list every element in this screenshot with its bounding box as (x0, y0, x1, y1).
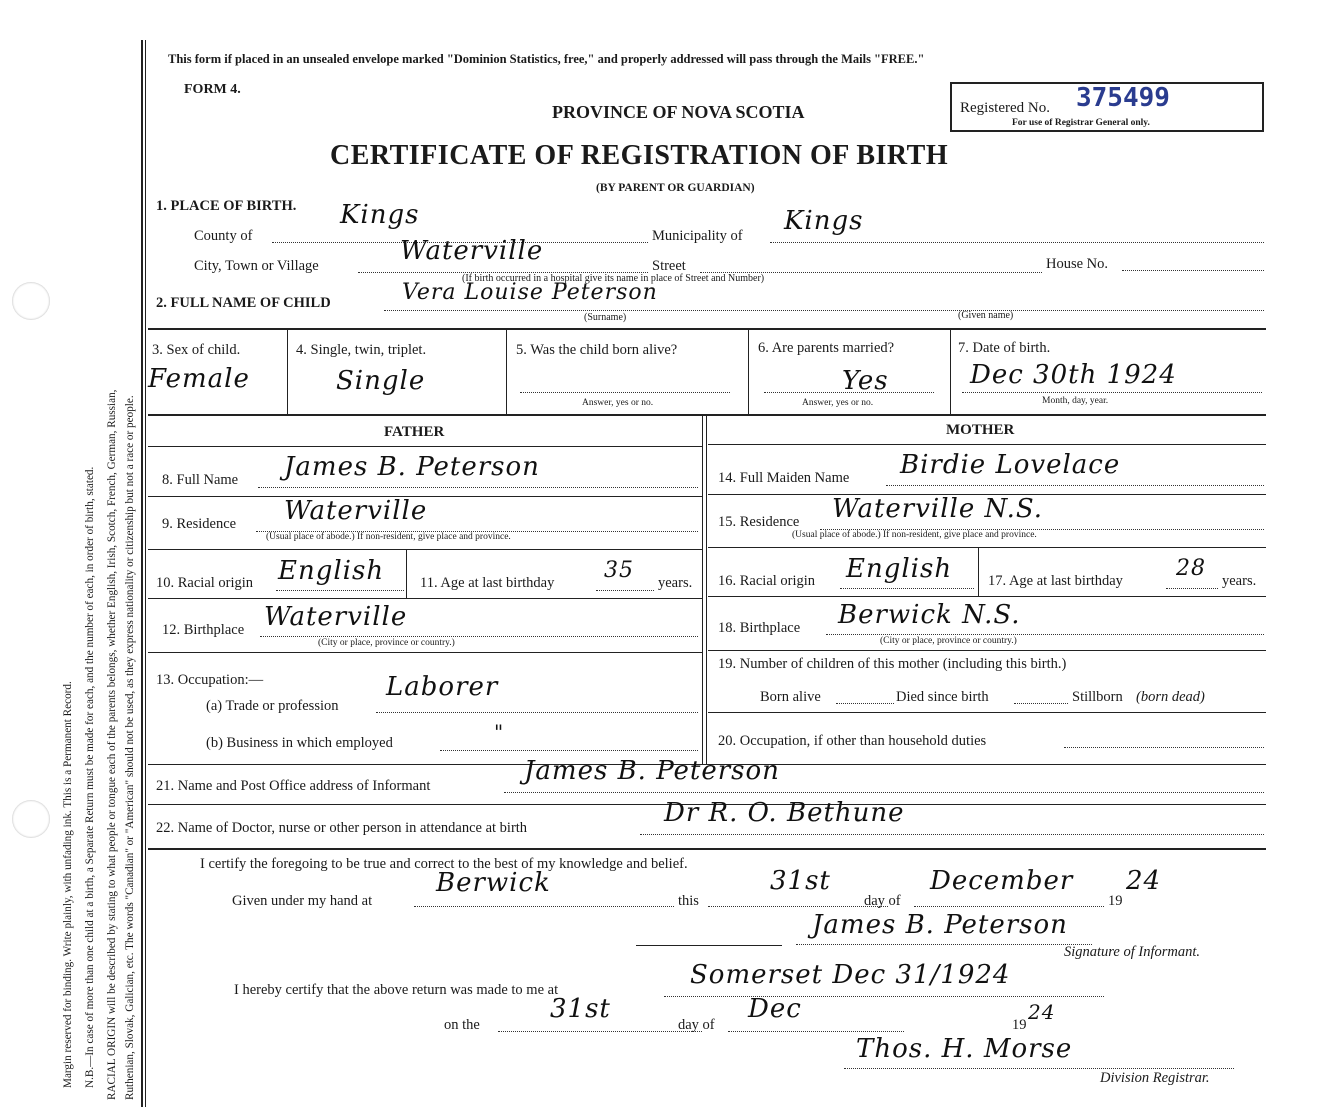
dob-label: 7. Date of birth. (958, 340, 1051, 356)
registered-label: Registered No. (960, 100, 1050, 116)
plurality-label: 4. Single, twin, triplet. (296, 342, 427, 358)
registrar-year-prefix: 19 (1012, 1017, 1027, 1033)
registrar-signature-caption: Division Registrar. (1100, 1070, 1210, 1086)
father-trade-value: Laborer (386, 672, 499, 702)
mother-name-value: Birdie Lovelace (900, 450, 1121, 480)
died-label: Died since birth (896, 689, 989, 705)
dob-caption: Month, day, year. (1042, 396, 1109, 406)
county-label: County of (194, 228, 253, 244)
given-month: December (930, 866, 1074, 896)
this-label: this (678, 893, 699, 909)
mother-age-value: 28 (1176, 556, 1206, 581)
married-caption: Answer, yes or no. (802, 398, 874, 408)
father-age-label: 11. Age at last birthday (420, 575, 555, 591)
father-residence-caption: (Usual place of abode.) If non-resident, give place and province. (266, 532, 511, 542)
margin-note-3: RACIAL ORIGIN will be described by stating to what people or tongue each of the parents belongs, whether English, Irish, Scotch, French, German, Russian, (106, 389, 118, 1100)
stillborn-caption: (born dead) (1136, 689, 1205, 705)
given-year-suffix: 24 (1126, 866, 1162, 896)
mother-race-label: 16. Racial origin (718, 573, 816, 589)
father-trade-label: (a) Trade or profession (206, 698, 339, 714)
father-race-label: 10. Racial origin (156, 575, 254, 591)
certify-statement: I certify the foregoing to be true and correct to the best of my knowledge and belief. (200, 856, 688, 872)
doctor-label: 22. Name of Doctor, nurse or other person in attendance at birth (156, 820, 528, 836)
mother-name-label: 14. Full Maiden Name (718, 470, 850, 486)
certificate-subtitle: (BY PARENT OR GUARDIAN) (596, 182, 755, 194)
plurality-value: Single (336, 366, 426, 396)
mother-residence-value: Waterville N.S. (832, 494, 1044, 524)
surname-caption: (Surname) (584, 312, 627, 323)
mother-birthplace-label: 18. Birthplace (718, 620, 801, 636)
registrar-day-of-label: day of (678, 1017, 715, 1033)
city-value: Waterville (400, 236, 544, 266)
stillborn-label: Stillborn (1072, 689, 1123, 705)
margin-rule-inner (145, 40, 146, 1107)
father-business-label: (b) Business in which employed (206, 735, 393, 751)
given-name-caption: (Given name) (958, 310, 1014, 321)
born-alive-label: Born alive (760, 689, 821, 705)
registrar-day: 31st (550, 994, 611, 1024)
informant-value: James B. Peterson (524, 756, 780, 786)
mother-birthplace-caption: (City or place, province or country.) (880, 636, 1017, 646)
municipality-value: Kings (784, 206, 864, 236)
father-birthplace-caption: (City or place, province or country.) (318, 638, 455, 648)
dob-value: Dec 30th 1924 (970, 360, 1177, 390)
binding-hole-bottom (12, 800, 50, 838)
father-residence-label: 9. Residence (162, 516, 237, 532)
margin-note-2: N.B.—In case of more than one child at a birth, a Separate Return must be made for each, and the number of each, in order of birth, stated. (84, 466, 96, 1088)
father-residence-value: Waterville (284, 496, 428, 526)
informant-signature-caption: Signature of Informant. (1064, 944, 1201, 960)
father-age-years: years. (658, 575, 693, 591)
father-name-label: 8. Full Name (162, 472, 239, 488)
certificate-title: CERTIFICATE OF REGISTRATION OF BIRTH (330, 140, 949, 171)
informant-signature: James B. Peterson (812, 910, 1068, 940)
binding-hole-top (12, 282, 50, 320)
form-number: FORM 4. (184, 82, 241, 97)
registrar-signature: Thos. H. Morse (856, 1034, 1073, 1064)
mother-age-label: 17. Age at last birthday (988, 573, 1123, 589)
municipality-label: Municipality of (652, 228, 743, 244)
alive-caption: Answer, yes or no. (582, 398, 654, 408)
informant-label: 21. Name and Post Office address of Informant (156, 778, 431, 794)
mother-heading: MOTHER (946, 422, 1015, 438)
father-occupation-label: 13. Occupation:— (156, 672, 264, 688)
father-business-value: " (494, 720, 505, 744)
on-the-label: on the (444, 1017, 480, 1033)
place-of-birth-label: 1. PLACE OF BIRTH. (156, 198, 297, 214)
registrar-month: Dec (748, 994, 802, 1024)
margin-rule (141, 40, 143, 1107)
child-name-value: Vera Louise Peterson (402, 280, 658, 305)
mother-age-years: years. (1222, 573, 1257, 589)
father-birthplace-value: Waterville (264, 602, 408, 632)
mother-occupation-label: 20. Occupation, if other than household duties (718, 733, 987, 749)
sex-value: Female (148, 364, 250, 394)
father-age-value: 35 (604, 558, 634, 583)
doctor-value: Dr R. O. Bethune (664, 798, 905, 828)
registrar-place: Somerset Dec 31/1924 (690, 960, 1011, 990)
child-name-label: 2. FULL NAME OF CHILD (156, 295, 331, 311)
married-label: 6. Are parents married? (758, 340, 895, 356)
mother-residence-label: 15. Residence (718, 514, 800, 530)
margin-note-1: Margin reserved for binding. Write plainly, with unfading ink. This is a Permanent Record. (62, 681, 74, 1088)
mother-race-value: English (846, 554, 953, 584)
registered-number: 375499 (1076, 83, 1170, 113)
registrar-year-suffix: 24 (1028, 1000, 1056, 1024)
married-value: Yes (842, 366, 889, 396)
mother-children-label: 19. Number of children of this mother (including this birth.) (718, 656, 1067, 672)
father-name-value: James B. Peterson (284, 452, 540, 482)
given-place: Berwick (436, 868, 551, 898)
father-heading: FATHER (384, 424, 445, 440)
day-of-label: day of (864, 893, 901, 909)
registrar-statement: I hereby certify that the above return was made to me at (234, 982, 559, 998)
mail-notice: This form if placed in an unsealed envelope marked "Dominion Statistics, free," and properly addressed will pass through the Mails "FREE." (168, 52, 925, 66)
given-label: Given under my hand at (232, 893, 373, 909)
mother-birthplace-value: Berwick N.S. (838, 600, 1021, 630)
mother-residence-caption: (Usual place of abode.) If non-resident, give place and province. (792, 530, 1037, 540)
registrar-note: For use of Registrar General only. (1012, 118, 1150, 128)
given-day: 31st (770, 866, 831, 896)
city-label: City, Town or Village (194, 258, 319, 274)
county-value: Kings (340, 200, 420, 230)
province-heading: PROVINCE OF NOVA SCOTIA (552, 102, 805, 122)
father-race-value: English (278, 556, 385, 586)
house-label: House No. (1046, 256, 1109, 272)
margin-note-4: Ruthenian, Slovak, Galician, etc. The words "Canadian" or "American" should not be used, as they express nationality or citizenship but not a race or people. (124, 395, 136, 1100)
street-label: Street (652, 258, 686, 274)
given-year-prefix: 19 (1108, 893, 1123, 909)
hospital-note: (If birth occurred in a hospital give its name in place of Street and Number) (462, 273, 765, 284)
father-birthplace-label: 12. Birthplace (162, 622, 245, 638)
sex-label: 3. Sex of child. (152, 342, 241, 358)
alive-label: 5. Was the child born alive? (516, 342, 678, 358)
